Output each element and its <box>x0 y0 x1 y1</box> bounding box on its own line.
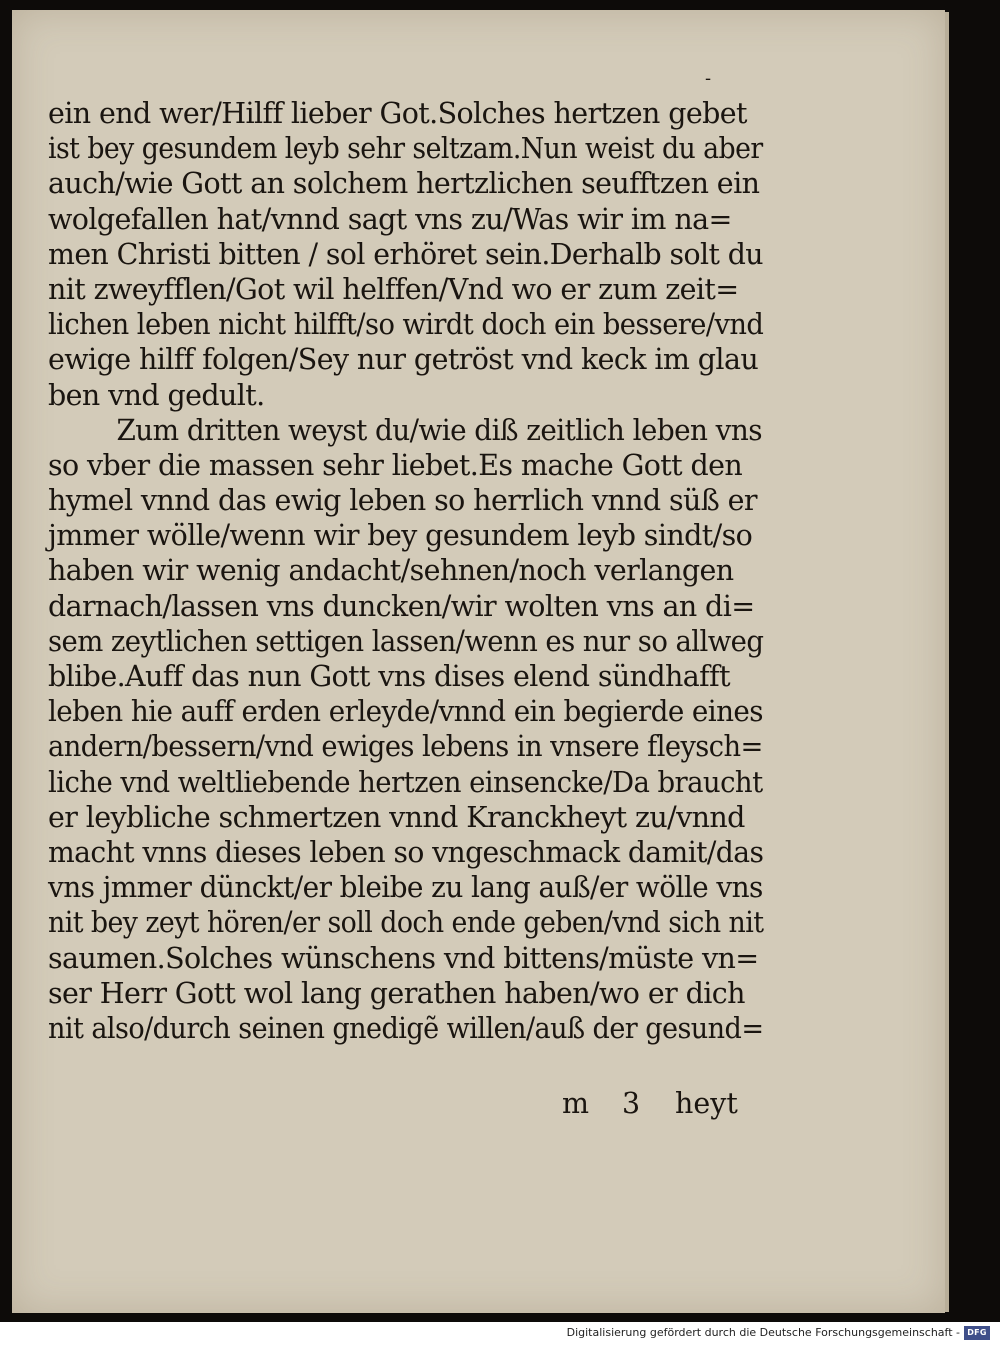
text-line: nit zweyfflen/Got wil helffen/Vnd wo er zum zeit= <box>48 272 739 306</box>
text-line: Zum dritten weyst du/wie diß zeitlich leben vns <box>116 413 762 447</box>
text-line: saumen.Solches wünschens vnd bittens/müste vn= <box>48 941 759 975</box>
text-line: ist bey gesundem leyb sehr seltzam.Nun weist du aber <box>48 132 763 166</box>
dfg-logo-icon: DFG <box>964 1326 990 1340</box>
text-line: vns jmmer dünckt/er bleibe zu lang auß/er wölle vns <box>48 871 763 905</box>
text-line: leben hie auff erden erleyde/vnnd ein begierde eines <box>48 695 763 729</box>
footer-bar <box>0 1322 1000 1345</box>
text-line: lichen leben nicht hilfft/so wirdt doch ein bessere/vnd <box>48 308 764 342</box>
text-line: jmmer wölle/wenn wir bey gesundem leyb sindt/so <box>48 519 753 553</box>
page-edge <box>945 12 949 1312</box>
page-text <box>48 96 763 1046</box>
text-line: ein end wer/Hilff lieber Got.Solches hertzen gebet <box>48 97 747 130</box>
text-line: wolgefallen hat/vnnd sagt vns zu/Was wir im na= <box>48 202 732 236</box>
text-line: darnach/lassen vns duncken/wir wolten vns an di= <box>48 589 755 623</box>
text-line: andern/bessern/vnd ewiges lebens in vnsere fleysch= <box>48 730 763 764</box>
catchword: heyt <box>675 1087 738 1120</box>
text-line: hymel vnnd das ewig leben so herrlich vnnd süß er <box>48 484 757 518</box>
text-line: ben vnd gedult. <box>48 378 265 412</box>
text-line: ewige hilff folgen/Sey nur getröst vnd keck im glau <box>48 343 759 377</box>
text-line: nit also/durch seinen gnedigẽ willen/auß der gesund= <box>48 1011 764 1045</box>
signature-number: 3 <box>622 1087 641 1120</box>
text-line: so vber die massen sehr liebet.Es mache Gott den <box>48 448 743 482</box>
text-line: liche vnd weltliebende hertzen einsencke/Da braucht <box>48 765 763 799</box>
text-line: nit bey zeyt hören/er soll doch ende geben/vnd sich nit <box>48 906 764 940</box>
text-line: er leybliche schmertzen vnnd Kranckheyt zu/vnnd <box>48 800 745 834</box>
signature-letter: m <box>562 1087 590 1120</box>
text-line: blibe.Auff das nun Gott vns dises elend sündhafft <box>48 660 730 693</box>
page-mark: - <box>705 68 712 89</box>
text-line: haben wir wenig andacht/sehnen/noch verlangen <box>48 554 734 588</box>
text-line: men Christi bitten / sol erhöret sein.Derhalb solt du <box>48 237 763 271</box>
funding-credit: Digitalisierung gefördert durch die Deutsche Forschungsgemeinschaft - <box>566 1326 960 1339</box>
text-line: auch/wie Gott an solchem hertzlichen seufftzen ein <box>48 167 760 201</box>
text-line: macht vnns dieses leben so vngeschmack damit/das <box>48 835 764 869</box>
text-line: ser Herr Gott wol lang gerathen haben/wo er dich <box>48 976 745 1010</box>
text-line: sem zeytlichen settigen lassen/wenn es nur so allweg <box>48 624 764 658</box>
